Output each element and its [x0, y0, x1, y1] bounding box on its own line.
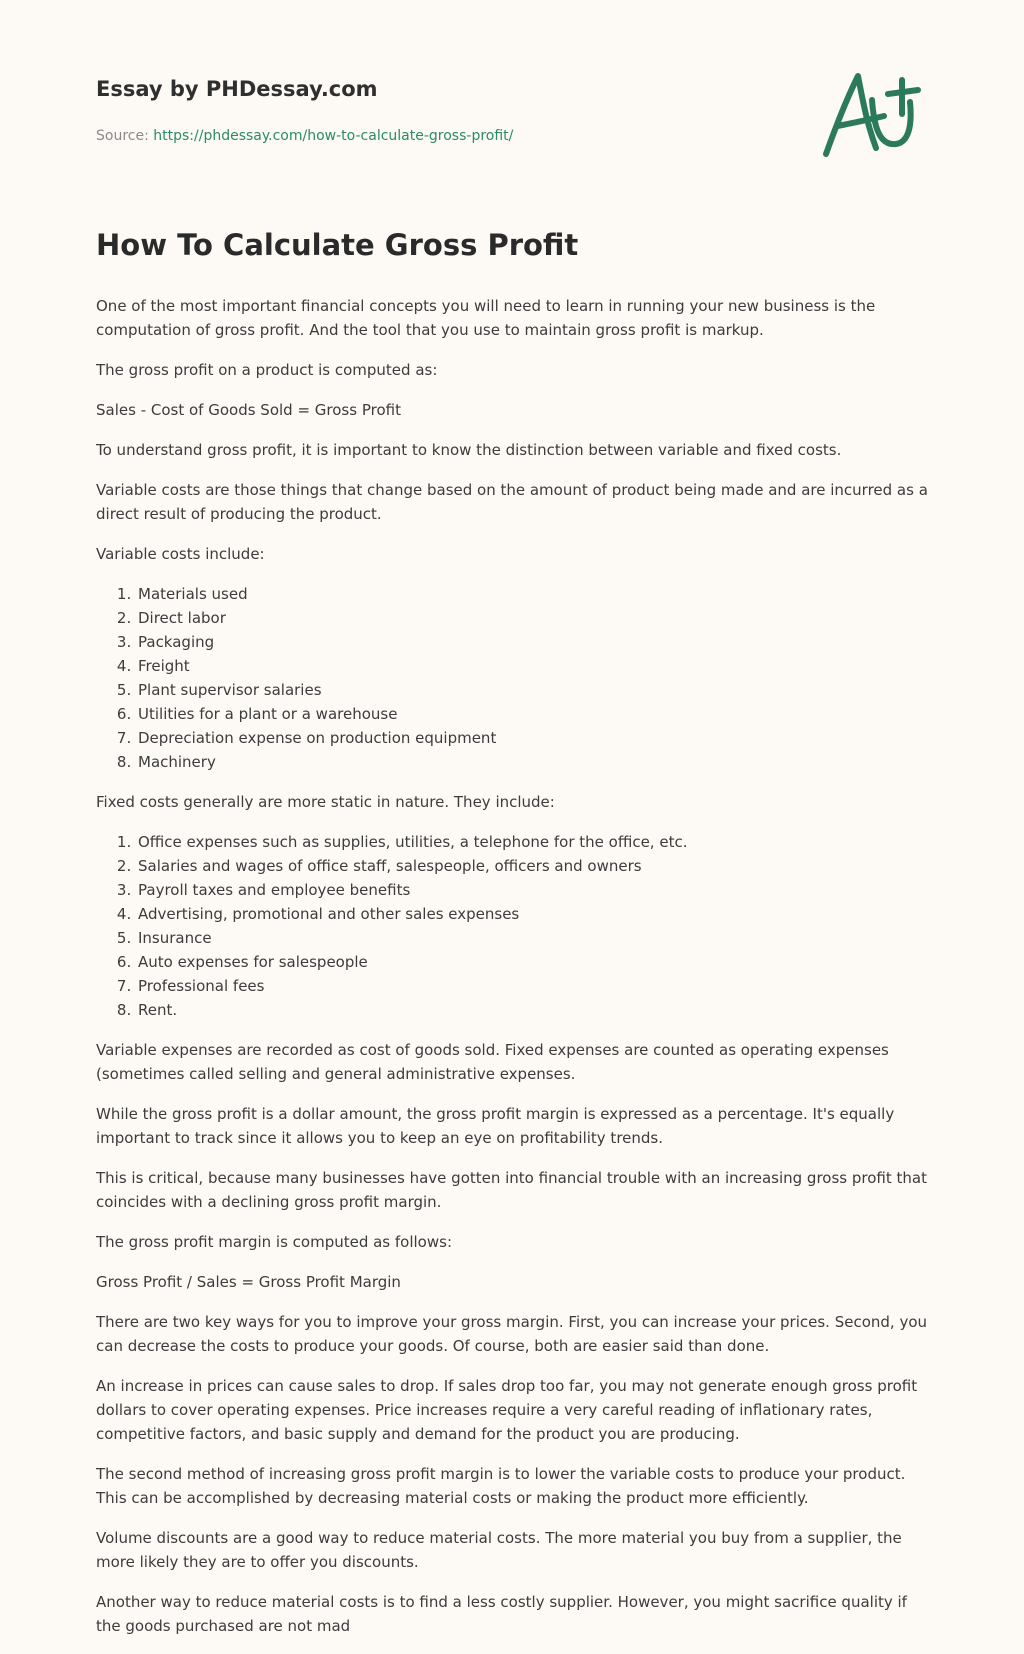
paragraph: Variable costs are those things that change based on the amount of product being made and are incurred as a direct result of producing the product.: [96, 481, 928, 523]
paragraph: Variable costs include:: [96, 545, 265, 563]
list-item: 7. Professional fees: [136, 974, 934, 998]
list-item: 2. Salaries and wages of office staff, salespeople, officers and owners: [136, 854, 934, 878]
paragraph: To understand gross profit, it is important to know the distinction between variable and fixed costs.: [96, 441, 842, 459]
page-header: [96, 72, 696, 145]
paragraph: Volume discounts are a good way to reduce material costs. The more material you buy from a supplier, the more likely they are to offer you discounts.: [96, 1529, 902, 1571]
source-label: Source:: [96, 128, 149, 144]
paragraph: An increase in prices can cause sales to drop. If sales drop too far, you may not generate enough gross profit dollars to cover operating expenses. Price increases require a very careful reading of inflationary rates, competitive factors, and basic supply and demand for the product you are producing.: [96, 1377, 918, 1443]
paragraph: Fixed costs generally are more static in nature. They include:: [96, 793, 555, 811]
a-plus-grade-logo-icon: [818, 66, 930, 170]
list-item: 5. Plant supervisor salaries: [136, 678, 934, 702]
paragraph: Another way to reduce material costs is to find a less costly supplier. However, you might sacrifice quality if the goods purchased are not mad: [96, 1593, 907, 1635]
paragraph: One of the most important financial concepts you will need to learn in running your new business is the computation of gross profit. And the tool that you use to maintain gross profit is markup.: [96, 297, 876, 339]
fixed-costs-list: [96, 830, 934, 1022]
list-item: 6. Auto expenses for salespeople: [136, 950, 934, 974]
list-item: 1. Office expenses such as supplies, utilities, a telephone for the office, etc.: [136, 830, 934, 854]
paragraph: There are two key ways for you to improve your gross margin. First, you can increase your prices. Second, you can decrease the costs to produce your goods. Of course, both are easier said than done.: [96, 1313, 928, 1355]
formula-gross-profit: Sales - Cost of Goods Sold = Gross Profit: [96, 401, 401, 419]
list-item: 8. Machinery: [136, 750, 934, 774]
paragraph: The second method of increasing gross profit margin is to lower the variable costs to produce your product. This can be accomplished by decreasing material costs or making the product more efficiently.: [96, 1465, 906, 1507]
list-item: 3. Packaging: [136, 630, 934, 654]
list-item: 4. Advertising, promotional and other sales expenses: [136, 902, 934, 926]
list-item: 4. Freight: [136, 654, 934, 678]
list-item: 5. Insurance: [136, 926, 934, 950]
list-item: 2. Direct labor: [136, 606, 934, 630]
essay-content: [96, 220, 934, 1654]
list-item: 1. Materials used: [136, 582, 934, 606]
site-title: Essay by PHDessay.com: [96, 77, 378, 101]
paragraph: The gross profit margin is computed as follows:: [96, 1233, 453, 1251]
paragraph: While the gross profit is a dollar amount, the gross profit margin is expressed as a percentage. It's equally important to track since it allows you to keep an eye on profitability trends.: [96, 1105, 895, 1147]
paragraph: The gross profit on a product is computed as:: [96, 361, 438, 379]
list-item: 8. Rent.: [136, 998, 934, 1022]
list-item: 3. Payroll taxes and employee benefits: [136, 878, 934, 902]
formula-gross-profit-margin: Gross Profit / Sales = Gross Profit Margin: [96, 1273, 401, 1291]
source-line: [96, 127, 696, 145]
paragraph: Variable expenses are recorded as cost of goods sold. Fixed expenses are counted as operating expenses (sometimes called selling and general administrative expenses.: [96, 1041, 889, 1083]
list-item: 6. Utilities for a plant or a warehouse: [136, 702, 934, 726]
source-link[interactable]: https://phdessay.com/how-to-calculate-gross-profit/: [153, 128, 514, 144]
list-item: 7. Depreciation expense on production equipment: [136, 726, 934, 750]
variable-costs-list: [96, 582, 934, 774]
paragraph: This is critical, because many businesses have gotten into financial trouble with an increasing gross profit that coincides with a declining gross profit margin.: [96, 1169, 927, 1211]
essay-title: How To Calculate Gross Profit: [96, 228, 579, 262]
